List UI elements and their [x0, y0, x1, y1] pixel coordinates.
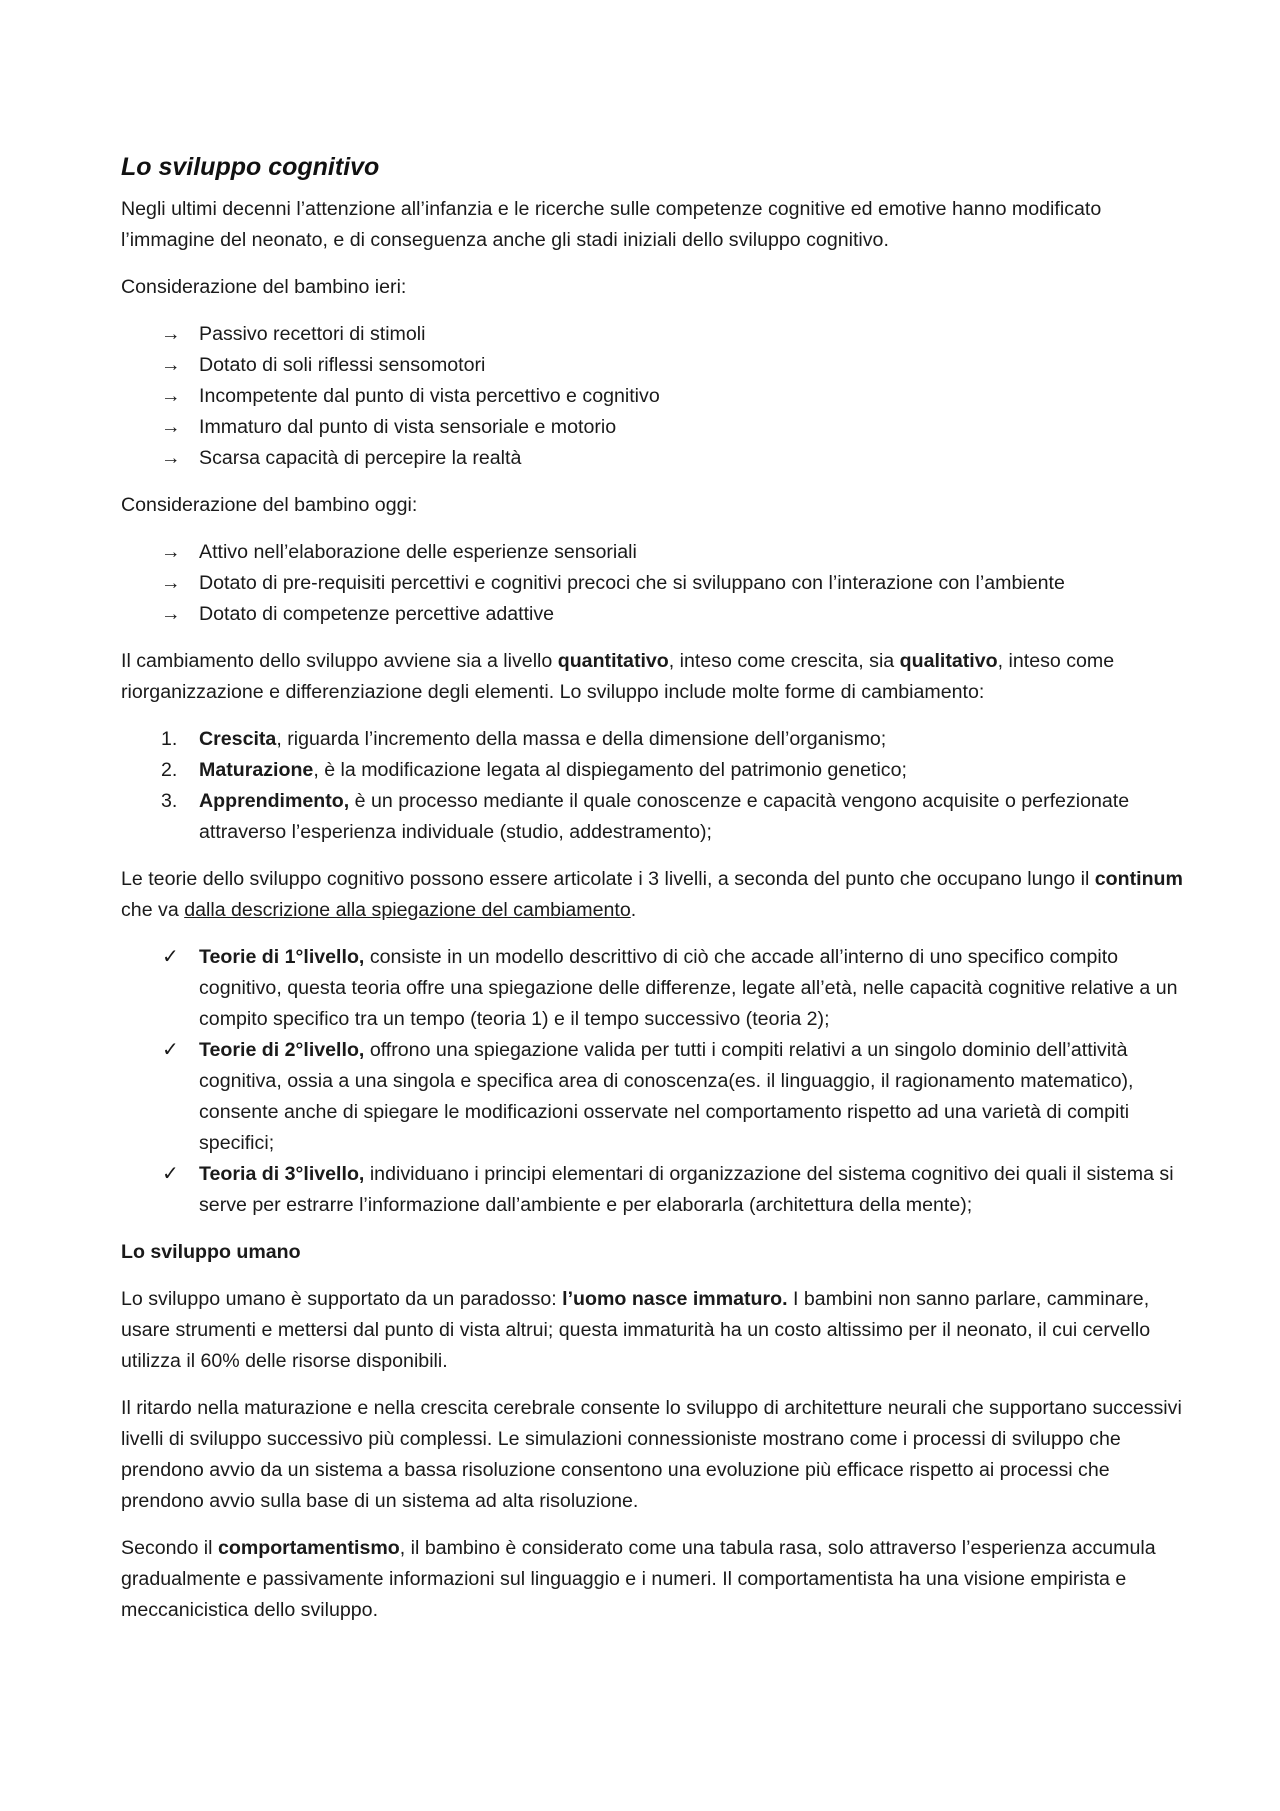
arrow-icon: →: [161, 385, 181, 407]
list-item: → Dotato di competenze percettive adattive: [121, 599, 1191, 630]
list-item: 3. Apprendimento, è un processo mediante il quale conoscenze e capacità vengono acquisite o perfezionate attraverso l’esperienza individuale (studio, addestramento);: [121, 786, 1191, 848]
intro-paragraph: Negli ultimi decenni l’attenzione all’infanzia e le ricerche sulle competenze cognitive ed emotive hanno modificato l’immagine del neonato, e di conseguenza anche gli stadi iniziali dello sviluppo cognitivo.: [121, 198, 1102, 251]
list-item: → Dotato di soli riflessi sensomotori: [121, 350, 1191, 381]
arrow-icon: →: [161, 541, 181, 563]
ieri-heading: Considerazione del bambino ieri:: [121, 276, 407, 298]
list-item: ✓ Teorie di 1°livello, consiste in un modello descrittivo di ciò che accade all’interno di uno specifico compito cognitivo, questa teoria offre una spiegazione delle differenze, legate all’età, nelle capacità cognitive relative a un compito specifico tra un tempo (teoria 1) e il tempo successivo (teoria 2);: [121, 942, 1191, 1035]
teorie-intro-paragraph: Le teorie dello sviluppo cognitivo possono essere articolate i 3 livelli, a seconda del punto che occupano lungo il continum che va dalla descrizione alla spiegazione del cambiamento.: [121, 868, 1183, 921]
list-item: → Incompetente dal punto di vista percettivo e cognitivo: [121, 381, 1191, 412]
list-number: 1.: [161, 728, 178, 750]
arrow-icon: →: [161, 447, 181, 469]
arrow-icon: →: [161, 572, 181, 594]
list-item: → Dotato di pre-requisiti percettivi e cognitivi precoci che si sviluppano con l’interazione con l’ambiente: [121, 568, 1191, 599]
list-number: 2.: [161, 759, 178, 781]
document-page: [121, 150, 1191, 1642]
page-title: Lo sviluppo cognitivo: [121, 153, 380, 181]
forme-list: [121, 724, 1191, 848]
umano-paragraph-1: Lo sviluppo umano è supportato da un paradosso: l’uomo nasce immaturo. I bambini non sanno parlare, camminare, usare strumenti e mettersi dal punto di vista altrui; questa immaturità ha un costo altissimo per il neonato, il cui cervello utilizza il 60% delle risorse disponibili.: [121, 1288, 1151, 1372]
oggi-heading: Considerazione del bambino oggi:: [121, 494, 418, 516]
arrow-icon: →: [161, 603, 181, 625]
umano-paragraph-3: Secondo il comportamentismo, il bambino è considerato come una tabula rasa, solo attraverso l’esperienza accumula gradualmente e passivamente informazioni sul linguaggio e i numeri. Il comportamentista ha una visione empirista e meccanicistica dello sviluppo.: [121, 1537, 1156, 1621]
oggi-list: [121, 537, 1191, 630]
list-item: → Passivo recettori di stimoli: [121, 319, 1191, 350]
list-item: 1. Crescita, riguarda l’incremento della massa e della dimensione dell’organismo;: [121, 724, 1191, 755]
list-item: ✓ Teoria di 3°livello, individuano i principi elementari di organizzazione del sistema cognitivo dei quali il sistema si serve per estrarre l’informazione dall’ambiente e per elaborarla (architettura della mente);: [121, 1159, 1191, 1221]
list-item: → Attivo nell’elaborazione delle esperienze sensoriali: [121, 537, 1191, 568]
list-item: 2. Maturazione, è la modificazione legata al dispiegamento del patrimonio genetico;: [121, 755, 1191, 786]
umano-paragraph-2: Il ritardo nella maturazione e nella crescita cerebrale consente lo sviluppo di architetture neurali che supportano successivi livelli di sviluppo successivo più complessi. Le simulazioni connessioniste mostrano come i processi di sviluppo che prendono avvio da un sistema a bassa risoluzione consentono una evoluzione più efficace rispetto ai processi che prendono avvio sulla base di un sistema ad alta risoluzione.: [121, 1397, 1182, 1512]
ieri-list: [121, 319, 1191, 474]
checkmark-icon: ✓: [162, 1163, 179, 1185]
list-number: 3.: [161, 790, 178, 812]
teorie-list: [121, 942, 1191, 1221]
list-item: ✓ Teorie di 2°livello, offrono una spiegazione valida per tutti i compiti relativi a un singolo dominio dell’attività cognitiva, ossia a una singola e specifica area di conoscenza(es. il linguaggio, il ragionamento matematico), consente anche di spiegare le modificazioni osservate nel comportamento rispetto ad una varietà di compiti specifici;: [121, 1035, 1191, 1159]
arrow-icon: →: [161, 354, 181, 376]
section-heading: Lo sviluppo umano: [121, 1241, 301, 1263]
arrow-icon: →: [161, 416, 181, 438]
list-item: → Immaturo dal punto di vista sensoriale e motorio: [121, 412, 1191, 443]
cambiamento-paragraph: Il cambiamento dello sviluppo avviene sia a livello quantitativo, inteso come crescita, sia qualitativo, inteso come riorganizzazione e differenziazione degli elementi. Lo sviluppo include molte forme di cambiamento:: [121, 650, 1115, 703]
arrow-icon: →: [161, 323, 181, 345]
checkmark-icon: ✓: [162, 946, 179, 968]
list-item: → Scarsa capacità di percepire la realtà: [121, 443, 1191, 474]
checkmark-icon: ✓: [162, 1039, 179, 1061]
